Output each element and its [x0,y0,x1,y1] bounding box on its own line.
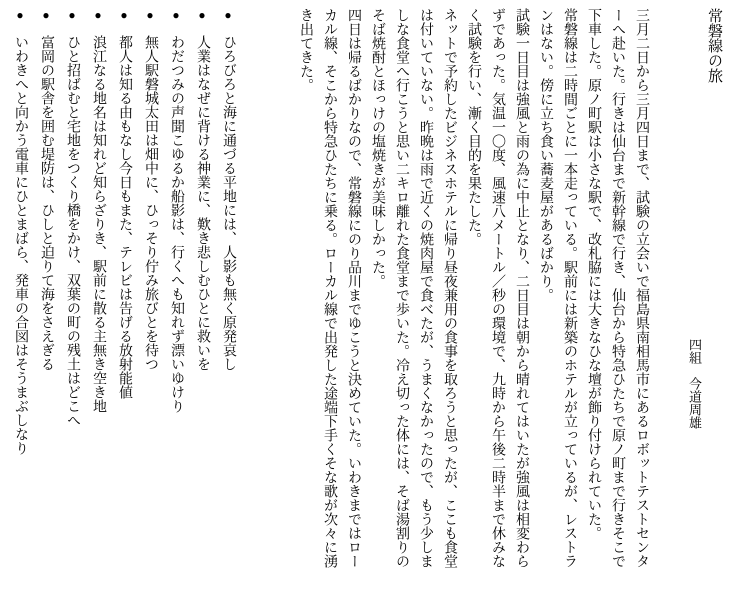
bullet-icon: ● [143,8,157,22]
bullet-icon: ● [39,8,53,22]
bullet-icon: ● [195,8,209,22]
poem-line-text: 都人は知る由もなし今日もまた、テレビは告げる放射能値 [117,35,132,399]
poem-line-text: わだつみの声聞こゆるか船影は、行くへも知れず漂いゆけり [169,35,184,413]
essay-paragraph-1: 三月二日から三月四日まで、試験の立会いで福島県南相馬市にあるロボットテストセンターへ赴いた。行きは仙台まで新幹線で行き、仙台から特急ひたちで原ノ町まで行きそこで下車した。原ノ町駅は小さな駅で、改札脇には大きなひな壇が飾り付けられていた。 [586,8,649,568]
poem-line-text: 浪江なる地名は知れど知らざりき、駅前に散る主無き空き地 [91,35,106,413]
poem-line-text: 人業はなぜに背ける神業に、歎き悲しむひとに救いを [195,35,210,371]
poem-line-text: 富岡の駅舎を囲む堤防は、ひしと迫りて海をさえぎる [39,35,54,371]
essay-paragraph-2: 常磐線は二時間ごとに一本走っている。駅前には新築のホテルが立っているが、レストランはない。傍に立ち食い蕎麦屋があるばかり。 [538,8,577,568]
poem-line [59,8,85,568]
poem-line-text: ひろびろと海に通づる平地には、人影も無く原発哀し [221,35,236,371]
bullet-icon: ● [13,8,27,22]
document-title: 常磐線の旅 [706,8,722,83]
bullet-icon: ● [221,8,235,22]
poem-line [111,8,137,568]
poem-line [189,8,215,568]
poem-line [33,8,59,568]
bullet-icon: ● [65,8,79,22]
essay-body [293,8,653,568]
essay-paragraph-5: 四日は帰るばかりなので、常磐線にのり品川までゆこうと決めていた。いわきまではローカル線、そこから特急ひたちに乗る。ローカル線で出発した途端下手くそな歌が次々に湧き出てきた。 [298,8,361,568]
poem-line [137,8,163,568]
poem-line [163,8,189,568]
bullet-icon: ● [117,8,131,22]
author-line: 四組 今道周雄 [687,338,702,429]
poem-line-text: ひと招ばむと宅地をつくり橋をかけ、双葉の町の残土はどこへ [65,35,80,427]
bullet-icon: ● [91,8,105,22]
essay-paragraph-4: ネットで予約したビジネスホテルに帰り昼夜兼用の食事を取ろうと思ったが、ここも食堂は付いていない。昨晩は雨で近くの焼肉屋で食べたが、うまくなかったので、もう少しましな食堂へ行こうと思い二キロ離れた食堂まで歩いた。冷え切った体には、そば湯割りのそば焼酎とほっけの塩焼きが美味しかった。 [370,8,457,568]
poem-line [85,8,111,568]
poem-line-text: 無人駅磐城太田は畑中に、ひっそり佇み旅びとを待つ [143,35,158,371]
bullet-icon: ● [169,8,183,22]
poem-section [7,8,241,568]
poem-line-text: いわきへと向かう電車にひとまばら、発車の合図はそうまぶしなり [13,35,28,455]
poem-line [215,8,241,568]
poem-line [7,8,33,568]
essay-paragraph-3: 試験一日目は強風と雨の為に中止となり、二日目は朝から晴れてはいたが強風は相変わらずであった。気温一〇度、風速八メートル／秒の環境で、九時から午後二時半まで休みなく試験を行い、漸く目的を果たした。 [466,8,529,568]
